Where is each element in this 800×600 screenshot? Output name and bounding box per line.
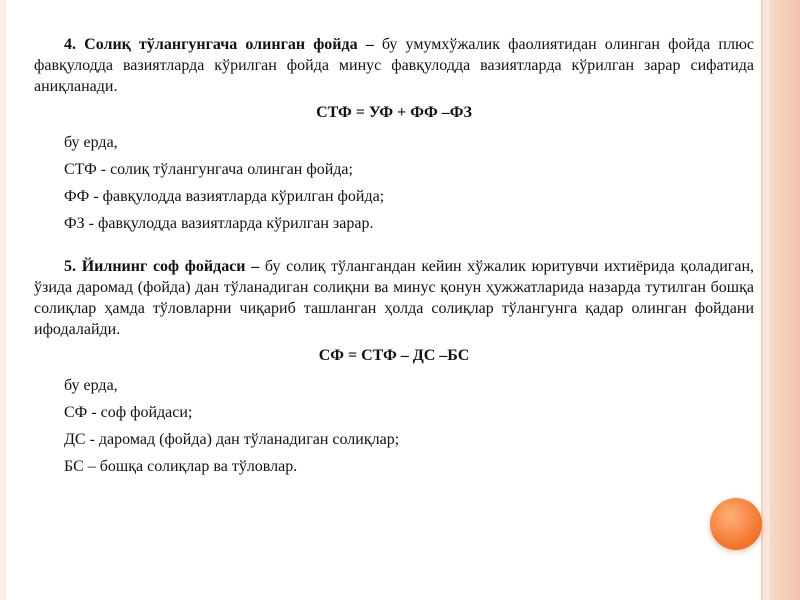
section-5-heading: 5. Йилнинг соф фойдаси –	[64, 258, 260, 275]
section-5-formula: СФ = СТФ – ДС –БС	[318, 347, 470, 364]
section-4-line: бу ерда,	[64, 134, 118, 151]
section-5-line: СФ - соф фойдаси;	[64, 404, 193, 421]
left-border	[0, 0, 6, 600]
section-4-formula: СТФ = УФ + ФФ –ФЗ	[316, 104, 472, 121]
section-4-paragraph	[34, 34, 754, 97]
right-border-strip	[770, 0, 800, 600]
section-5-paragraph	[34, 256, 754, 340]
section-4-line: ФЗ - фавқулодда вазиятларда кўрилган зарар.	[64, 215, 374, 232]
section-5-line: БС – бошқа солиқлар ва тўловлар.	[64, 458, 298, 475]
section-4-text: бу умумхўжалик фаолиятидан олинган фойда плюс фавқулодда вазиятларда кўрилган фойда минус фавқулодда вазиятларда кўрилган зарар сифатида аниқланади.	[34, 36, 754, 95]
right-border-inner	[763, 0, 770, 600]
slide-content	[34, 34, 754, 480]
section-5-text: бу солиқ тўлангандан кейин хўжалик юритувчи ихтиёрида қоладиган, ўзида даромад (фойда) дан тўланадиган солиқни ва минус қонун ҳужжатларида назарда тутилган бошқа солиқлар ҳамда тўловларни чиқариб ташланган ҳолда солиқлар тўлангунга қадар олинган фойдани ифодалайди.	[34, 258, 755, 338]
section-5-line: бу ерда,	[64, 377, 118, 394]
section-4-heading: 4. Солиқ тўлангунгача олинган фойда –	[64, 36, 374, 53]
section-4-line: ФФ - фавқулодда вазиятларда кўрилган фойда;	[64, 188, 385, 205]
section-5-line: ДС - даромад (фойда) дан тўланадиган солиқлар;	[64, 431, 400, 448]
orange-circle-decoration	[710, 498, 762, 550]
section-4-line: СТФ - солиқ тўлангунгача олинган фойда;	[64, 161, 353, 178]
